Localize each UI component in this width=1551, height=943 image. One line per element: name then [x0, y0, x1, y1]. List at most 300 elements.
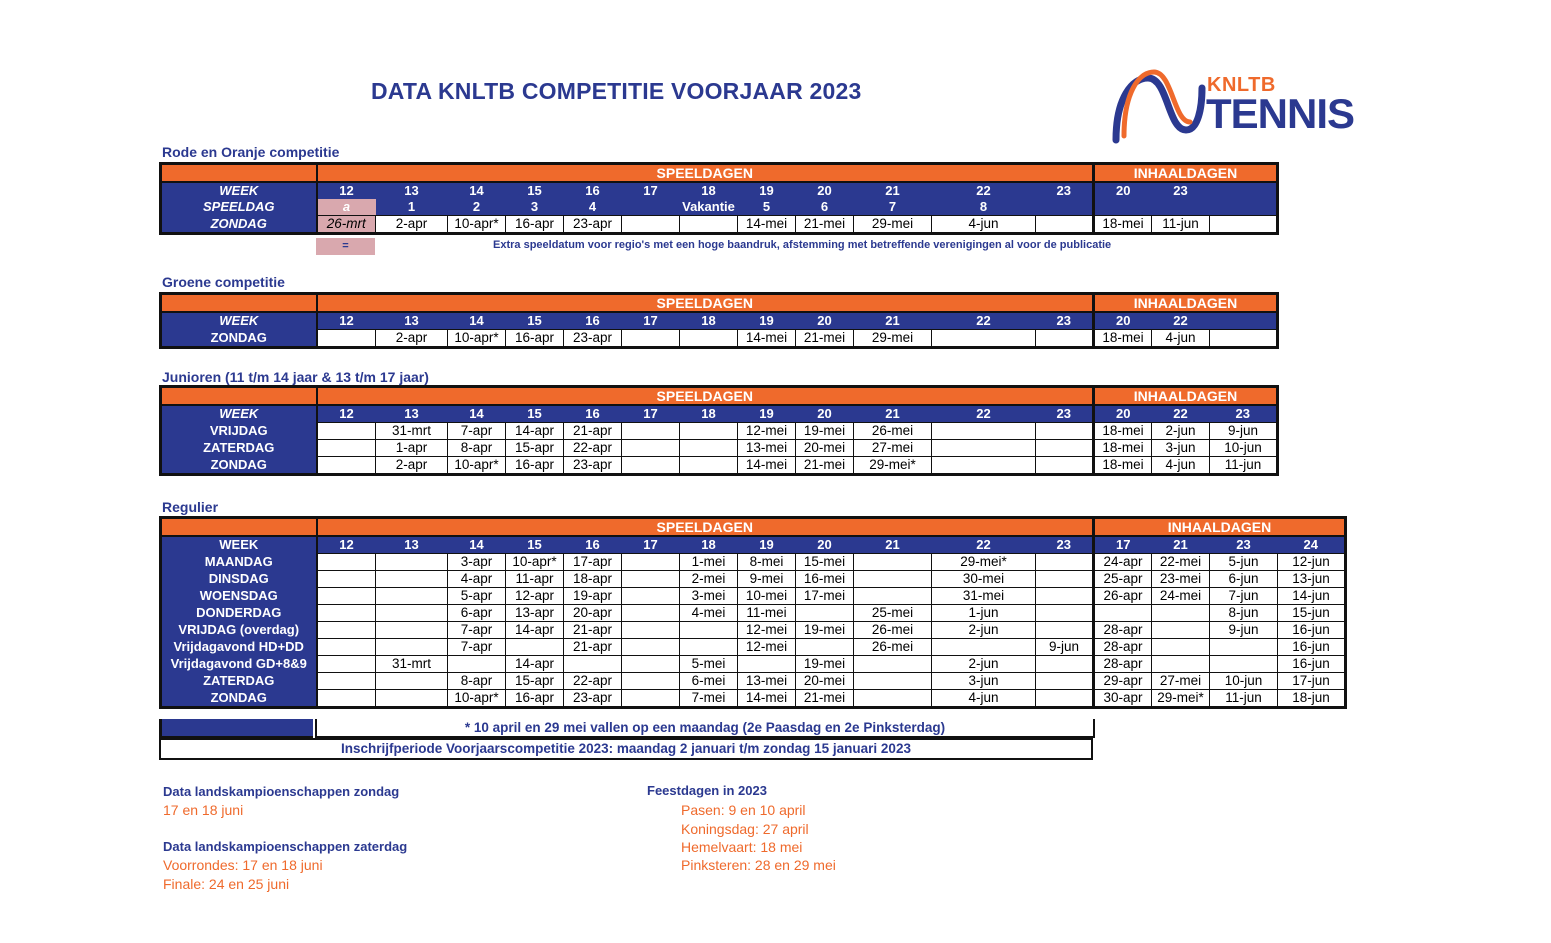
inhaal-date-cell: 5-jun: [1210, 554, 1278, 571]
inhaal-date-cell: [1210, 216, 1278, 234]
date-cell: 21-apr: [564, 423, 622, 440]
date-cell: 21-mei: [796, 457, 854, 475]
date-cell: [317, 330, 376, 348]
row-label: VRIJDAG: [161, 423, 317, 440]
date-cell: [932, 440, 1036, 457]
inhaal-speeldag-cell: [1094, 199, 1152, 216]
date-cell: 23-apr: [564, 457, 622, 475]
inhaal-date-cell: 16-jun: [1278, 639, 1346, 656]
inhaal-date-cell: 6-jun: [1210, 571, 1278, 588]
inhaal-date-cell: 4-jun: [1152, 330, 1210, 348]
date-cell: 26-mei: [854, 423, 932, 440]
date-cell: [376, 588, 448, 605]
inhaal-date-cell: [1210, 639, 1278, 656]
week-number: 19: [738, 312, 796, 330]
date-cell: 31-mrt: [376, 656, 448, 673]
section-heading-regulier: Regulier: [162, 499, 219, 515]
inhaal-date-cell: 15-jun: [1278, 605, 1346, 622]
date-cell: [317, 457, 376, 475]
date-cell: 14-mei: [738, 457, 796, 475]
week-number: 23: [1036, 182, 1094, 199]
week-number: 13: [376, 405, 448, 423]
week-number: 21: [854, 312, 932, 330]
feestdag-koningsdag: Koningsdag: 27 april: [681, 821, 809, 837]
table-row: [161, 622, 1346, 639]
table-row: [161, 588, 1346, 605]
date-cell: 14-apr: [506, 656, 564, 673]
logo-knltb-text: KNLTB: [1207, 74, 1276, 96]
date-cell: [622, 330, 680, 348]
week-label: WEEK: [161, 312, 317, 330]
row-label: ZONDAG: [161, 690, 317, 708]
zaterdag-kampioenschap-heading: Data landskampioenschappen zaterdag: [163, 839, 408, 854]
date-cell: 1-apr: [376, 440, 448, 457]
date-cell: 4-jun: [932, 690, 1036, 708]
date-cell: [317, 588, 376, 605]
date-cell: [317, 423, 376, 440]
date-cell: 30-mei: [932, 571, 1036, 588]
week-number: 19: [738, 536, 796, 554]
week-number: 19: [738, 182, 796, 199]
tennis-swoosh-icon: [1110, 68, 1210, 148]
date-cell: 29-mei: [854, 216, 932, 234]
week-number: 16: [564, 312, 622, 330]
week-number: 15: [506, 312, 564, 330]
date-cell: 29-mei: [854, 330, 932, 348]
row-label: DINSDAG: [161, 571, 317, 588]
date-cell: 10-apr*: [448, 457, 506, 475]
inhaal-week-number: 20: [1094, 182, 1152, 199]
date-cell: 15-apr: [506, 673, 564, 690]
date-cell: 6-mei: [680, 673, 738, 690]
knltb-tennis-logo: [1110, 68, 1355, 148]
row-label: Vrijdagavond HD+DD: [161, 639, 317, 656]
date-cell: 10-apr*: [448, 330, 506, 348]
date-cell: 5-mei: [680, 656, 738, 673]
date-cell: [376, 554, 448, 571]
header-row: [161, 164, 1278, 183]
week-number: 15: [506, 182, 564, 199]
inhaal-date-cell: 12-jun: [1278, 554, 1346, 571]
week-number: 16: [564, 536, 622, 554]
date-cell: 10-apr*: [448, 690, 506, 708]
date-cell: [680, 423, 738, 440]
table-row: [161, 199, 1278, 216]
week-number: 17: [622, 405, 680, 423]
inhaal-date-cell: 24-mei: [1152, 588, 1210, 605]
date-cell: 16-apr: [506, 457, 564, 475]
inschrijfperiode-box: Inschrijfperiode Voorjaarscompetitie 2023: maandag 2 januari t/m zondag 15 januari 2023: [159, 738, 1093, 760]
inhaal-week-number: [1210, 182, 1278, 199]
table-row: [161, 571, 1346, 588]
week-number: 15: [506, 405, 564, 423]
section-heading-groene: Groene competitie: [162, 274, 285, 290]
date-cell: 13-mei: [738, 440, 796, 457]
row-label: WOENSDAG: [161, 588, 317, 605]
feestdagen-heading: Feestdagen in 2023: [647, 783, 767, 798]
date-cell: [622, 673, 680, 690]
row-label: ZATERDAG: [161, 673, 317, 690]
zaterdag-voorrondes: Voorrondes: 17 en 18 juni: [163, 857, 323, 873]
date-cell: 23-apr: [564, 216, 622, 234]
inhaal-date-cell: 24-apr: [1094, 554, 1152, 571]
date-cell: 14-apr: [506, 423, 564, 440]
speeldag-cell: 3: [506, 199, 564, 216]
date-cell: [622, 622, 680, 639]
date-cell: [854, 690, 932, 708]
date-cell: 26-mei: [854, 622, 932, 639]
inhaal-date-cell: 18-mei: [1094, 216, 1152, 234]
zaterdag-finale: Finale: 24 en 25 juni: [163, 876, 290, 892]
page-title: DATA KNLTB COMPETITIE VOORJAAR 2023: [371, 78, 862, 104]
inhaal-date-cell: [1152, 622, 1210, 639]
date-cell: 23-apr: [564, 330, 622, 348]
date-cell: [932, 457, 1036, 475]
inhaal-date-cell: 10-jun: [1210, 440, 1278, 457]
date-cell: [622, 440, 680, 457]
date-cell: [1036, 588, 1094, 605]
row-label: DONDERDAG: [161, 605, 317, 622]
date-cell: [1036, 330, 1094, 348]
date-cell: [317, 440, 376, 457]
date-cell: 8-apr: [448, 440, 506, 457]
logo-tennis-text: TENNIS: [1206, 90, 1355, 137]
row-label: ZONDAG: [161, 216, 317, 234]
week-number: 15: [506, 536, 564, 554]
feestdag-pinksteren: Pinksteren: 28 en 29 mei: [681, 857, 836, 873]
week-number: 17: [622, 312, 680, 330]
week-number: 20: [796, 182, 854, 199]
week-number: 20: [796, 405, 854, 423]
row-label: ZATERDAG: [161, 440, 317, 457]
week-label: WEEK: [161, 536, 317, 554]
table-row: [161, 440, 1278, 457]
inhaal-date-cell: 10-jun: [1210, 673, 1278, 690]
inhaal-speeldag-cell: [1152, 199, 1210, 216]
date-cell: 31-mei: [932, 588, 1036, 605]
date-cell: [1036, 656, 1094, 673]
date-cell: [622, 457, 680, 475]
date-cell: 8-mei: [738, 554, 796, 571]
date-cell: [448, 656, 506, 673]
inhaal-week-number: [1210, 312, 1278, 330]
date-cell: [317, 605, 376, 622]
date-cell: 9-mei: [738, 571, 796, 588]
date-cell: 14-mei: [738, 216, 796, 234]
date-cell: [622, 639, 680, 656]
row-label: Vrijdagavond GD+8&9: [161, 656, 317, 673]
week-number: 16: [564, 405, 622, 423]
date-cell: 18-apr: [564, 571, 622, 588]
date-cell: 20-apr: [564, 605, 622, 622]
date-cell: 16-apr: [506, 216, 564, 234]
date-cell: 19-mei: [796, 423, 854, 440]
week-number: 20: [796, 536, 854, 554]
inhaal-date-cell: [1152, 639, 1210, 656]
inhaal-date-cell: 23-mei: [1152, 571, 1210, 588]
table-row: [161, 330, 1278, 348]
date-cell: [854, 554, 932, 571]
week-number: 17: [622, 536, 680, 554]
inhaal-date-cell: 29-apr: [1094, 673, 1152, 690]
week-number: 13: [376, 536, 448, 554]
date-cell: [506, 639, 564, 656]
date-cell: 16-mei: [796, 571, 854, 588]
inhaal-date-cell: [1210, 330, 1278, 348]
row-label: MAANDAG: [161, 554, 317, 571]
legend-text: Extra speeldatum voor regio's met een hoge baandruk, afstemming met betreffende verenigingen al voor de publicatie: [493, 239, 1112, 251]
inhaal-date-cell: 14-jun: [1278, 588, 1346, 605]
week-number: 12: [317, 536, 376, 554]
date-cell: 3-mei: [680, 588, 738, 605]
date-cell: [317, 554, 376, 571]
date-cell: [1036, 216, 1094, 234]
week-number: 18: [680, 182, 738, 199]
date-cell: 5-apr: [448, 588, 506, 605]
date-cell: [1036, 622, 1094, 639]
speeldag-cell: [622, 199, 680, 216]
table-row: [161, 639, 1346, 656]
date-cell: 20-mei: [796, 440, 854, 457]
date-cell: [1036, 690, 1094, 708]
date-cell: [622, 423, 680, 440]
inhaal-week-number: 20: [1094, 312, 1152, 330]
date-cell: 21-mei: [796, 690, 854, 708]
week-number: 21: [854, 182, 932, 199]
date-cell: [680, 216, 738, 234]
date-cell: 15-apr: [506, 440, 564, 457]
inhaal-date-cell: 9-jun: [1210, 622, 1278, 639]
date-cell: 23-apr: [564, 690, 622, 708]
inhaal-date-cell: 18-mei: [1094, 440, 1152, 457]
date-cell: 19-mei: [796, 622, 854, 639]
week-number: 14: [448, 405, 506, 423]
speeldag-cell: 4: [564, 199, 622, 216]
inhaal-date-cell: 4-jun: [1152, 457, 1210, 475]
row-label: VRIJDAG (overdag): [161, 622, 317, 639]
date-cell: 10-mei: [738, 588, 796, 605]
date-cell: 2-apr: [376, 330, 448, 348]
week-number: 19: [738, 405, 796, 423]
inhaaldagen-header: INHAALDAGEN: [1094, 164, 1278, 183]
date-cell: [317, 639, 376, 656]
date-cell: 26-mrt: [317, 216, 376, 234]
date-cell: [1036, 554, 1094, 571]
inhaal-date-cell: 30-apr: [1094, 690, 1152, 708]
date-cell: [932, 639, 1036, 656]
date-cell: [854, 673, 932, 690]
date-cell: [796, 605, 854, 622]
week-row: [161, 312, 1278, 330]
table-row: [161, 690, 1346, 708]
date-cell: [376, 571, 448, 588]
date-cell: [854, 571, 932, 588]
date-cell: 8-apr: [448, 673, 506, 690]
header-row: [161, 294, 1278, 313]
inhaal-speeldag-cell: [1210, 199, 1278, 216]
inhaal-date-cell: 16-jun: [1278, 622, 1346, 639]
legend-swatch: =: [316, 238, 375, 255]
date-cell: [376, 639, 448, 656]
date-cell: 12-mei: [738, 622, 796, 639]
speeldag-cell: 6: [796, 199, 854, 216]
date-cell: 7-apr: [448, 639, 506, 656]
speeldagen-header: SPEELDAGEN: [317, 164, 1094, 183]
week-number: 13: [376, 312, 448, 330]
date-cell: [622, 554, 680, 571]
date-cell: 2-mei: [680, 571, 738, 588]
date-cell: [317, 571, 376, 588]
date-cell: 22-apr: [564, 440, 622, 457]
inhaaldagen-header: INHAALDAGEN: [1094, 387, 1278, 406]
date-cell: 14-mei: [738, 690, 796, 708]
date-cell: 2-apr: [376, 216, 448, 234]
inhaal-week-number: 23: [1210, 536, 1278, 554]
inhaal-date-cell: 16-jun: [1278, 656, 1346, 673]
date-cell: 10-apr*: [506, 554, 564, 571]
date-cell: 7-mei: [680, 690, 738, 708]
table-row: [161, 673, 1346, 690]
date-cell: 11-mei: [738, 605, 796, 622]
date-cell: 29-mei*: [932, 554, 1036, 571]
inhaal-date-cell: 25-apr: [1094, 571, 1152, 588]
date-cell: 19-mei: [796, 656, 854, 673]
date-cell: [680, 457, 738, 475]
date-cell: [376, 690, 448, 708]
date-cell: 20-mei: [796, 673, 854, 690]
week-label: WEEK: [161, 405, 317, 423]
table-row: [161, 216, 1278, 234]
inhaal-date-cell: 18-mei: [1094, 457, 1152, 475]
date-cell: 3-jun: [932, 673, 1036, 690]
date-cell: [376, 673, 448, 690]
inhaal-date-cell: 3-jun: [1152, 440, 1210, 457]
week-number: 21: [854, 405, 932, 423]
week-number: 21: [854, 536, 932, 554]
date-cell: [1036, 457, 1094, 475]
date-cell: 17-apr: [564, 554, 622, 571]
zondag-kampioenschap-heading: Data landskampioenschappen zondag: [163, 784, 400, 799]
date-cell: 17-mei: [796, 588, 854, 605]
date-cell: [680, 440, 738, 457]
date-cell: 26-mei: [854, 639, 932, 656]
week-number: 12: [317, 405, 376, 423]
date-cell: [376, 605, 448, 622]
section-heading-junioren: Junioren (11 t/m 14 jaar & 13 t/m 17 jaar): [162, 369, 429, 385]
inhaal-date-cell: 2-jun: [1152, 423, 1210, 440]
date-cell: 13-mei: [738, 673, 796, 690]
speeldag-cell: 7: [854, 199, 932, 216]
speeldag-cell: [1036, 199, 1094, 216]
date-cell: 29-mei*: [854, 457, 932, 475]
inhaal-date-cell: [1210, 656, 1278, 673]
inhaaldagen-header: INHAALDAGEN: [1094, 518, 1346, 537]
inhaal-date-cell: 9-jun: [1210, 423, 1278, 440]
date-cell: [317, 690, 376, 708]
speeldagen-header: SPEELDAGEN: [317, 387, 1094, 406]
week-row: [161, 405, 1278, 423]
inhaal-date-cell: 18-mei: [1094, 330, 1152, 348]
date-cell: 27-mei: [854, 440, 932, 457]
inhaal-date-cell: 26-apr: [1094, 588, 1152, 605]
inhaal-week-number: 22: [1152, 312, 1210, 330]
speeldag-cell: 2: [448, 199, 506, 216]
week-number: 23: [1036, 536, 1094, 554]
date-cell: 14-apr: [506, 622, 564, 639]
speeldagen-header: SPEELDAGEN: [317, 518, 1094, 537]
date-cell: 13-apr: [506, 605, 564, 622]
date-cell: 16-apr: [506, 330, 564, 348]
speeldag-cell: 8: [932, 199, 1036, 216]
date-cell: 4-mei: [680, 605, 738, 622]
date-cell: [622, 216, 680, 234]
week-number: 12: [317, 182, 376, 199]
date-cell: 21-apr: [564, 622, 622, 639]
section-heading-rode-oranje: Rode en Oranje competitie: [162, 144, 340, 160]
week-label: WEEK: [161, 182, 317, 199]
date-cell: 2-apr: [376, 457, 448, 475]
inhaal-date-cell: 18-mei: [1094, 423, 1152, 440]
week-row: [161, 182, 1278, 199]
speeldag-cell: 1: [376, 199, 448, 216]
week-number: 18: [680, 405, 738, 423]
row-label: ZONDAG: [161, 330, 317, 348]
inhaal-week-number: 23: [1210, 405, 1278, 423]
date-cell: [622, 656, 680, 673]
inhaal-week-number: 23: [1152, 182, 1210, 199]
week-number: 23: [1036, 312, 1094, 330]
date-cell: 1-mei: [680, 554, 738, 571]
table-row: [161, 605, 1346, 622]
date-cell: [1036, 673, 1094, 690]
feestdag-pasen: Pasen: 9 en 10 april: [681, 802, 806, 818]
week-number: 14: [448, 182, 506, 199]
date-cell: [1036, 423, 1094, 440]
inhaal-week-number: 21: [1152, 536, 1210, 554]
header-row: [161, 518, 1346, 537]
date-cell: 12-mei: [738, 423, 796, 440]
date-cell: [796, 639, 854, 656]
date-cell: 22-apr: [564, 673, 622, 690]
inhaal-date-cell: 22-mei: [1152, 554, 1210, 571]
row-label: SPEELDAG: [161, 199, 317, 216]
date-cell: [1036, 440, 1094, 457]
inhaal-week-number: 22: [1152, 405, 1210, 423]
inhaal-date-cell: [1152, 605, 1210, 622]
date-cell: [738, 656, 796, 673]
week-number: 12: [317, 312, 376, 330]
date-cell: 12-mei: [738, 639, 796, 656]
date-cell: 11-apr: [506, 571, 564, 588]
table-row: [161, 457, 1278, 475]
speeldagen-header: SPEELDAGEN: [317, 294, 1094, 313]
zondag-kampioenschap-text: 17 en 18 juni: [163, 802, 244, 818]
inhaal-date-cell: 28-apr: [1094, 622, 1152, 639]
date-cell: 12-apr: [506, 588, 564, 605]
header-blank-cell: [161, 518, 317, 537]
date-cell: 4-jun: [932, 216, 1036, 234]
header-row: [161, 387, 1278, 406]
inhaal-week-number: 17: [1094, 536, 1152, 554]
week-number: 20: [796, 312, 854, 330]
date-cell: 2-jun: [932, 656, 1036, 673]
inhaal-week-number: 20: [1094, 405, 1152, 423]
date-cell: 21-mei: [796, 216, 854, 234]
inhaal-date-cell: 7-jun: [1210, 588, 1278, 605]
date-cell: [317, 622, 376, 639]
week-number: 14: [448, 312, 506, 330]
inhaal-date-cell: 27-mei: [1152, 673, 1210, 690]
